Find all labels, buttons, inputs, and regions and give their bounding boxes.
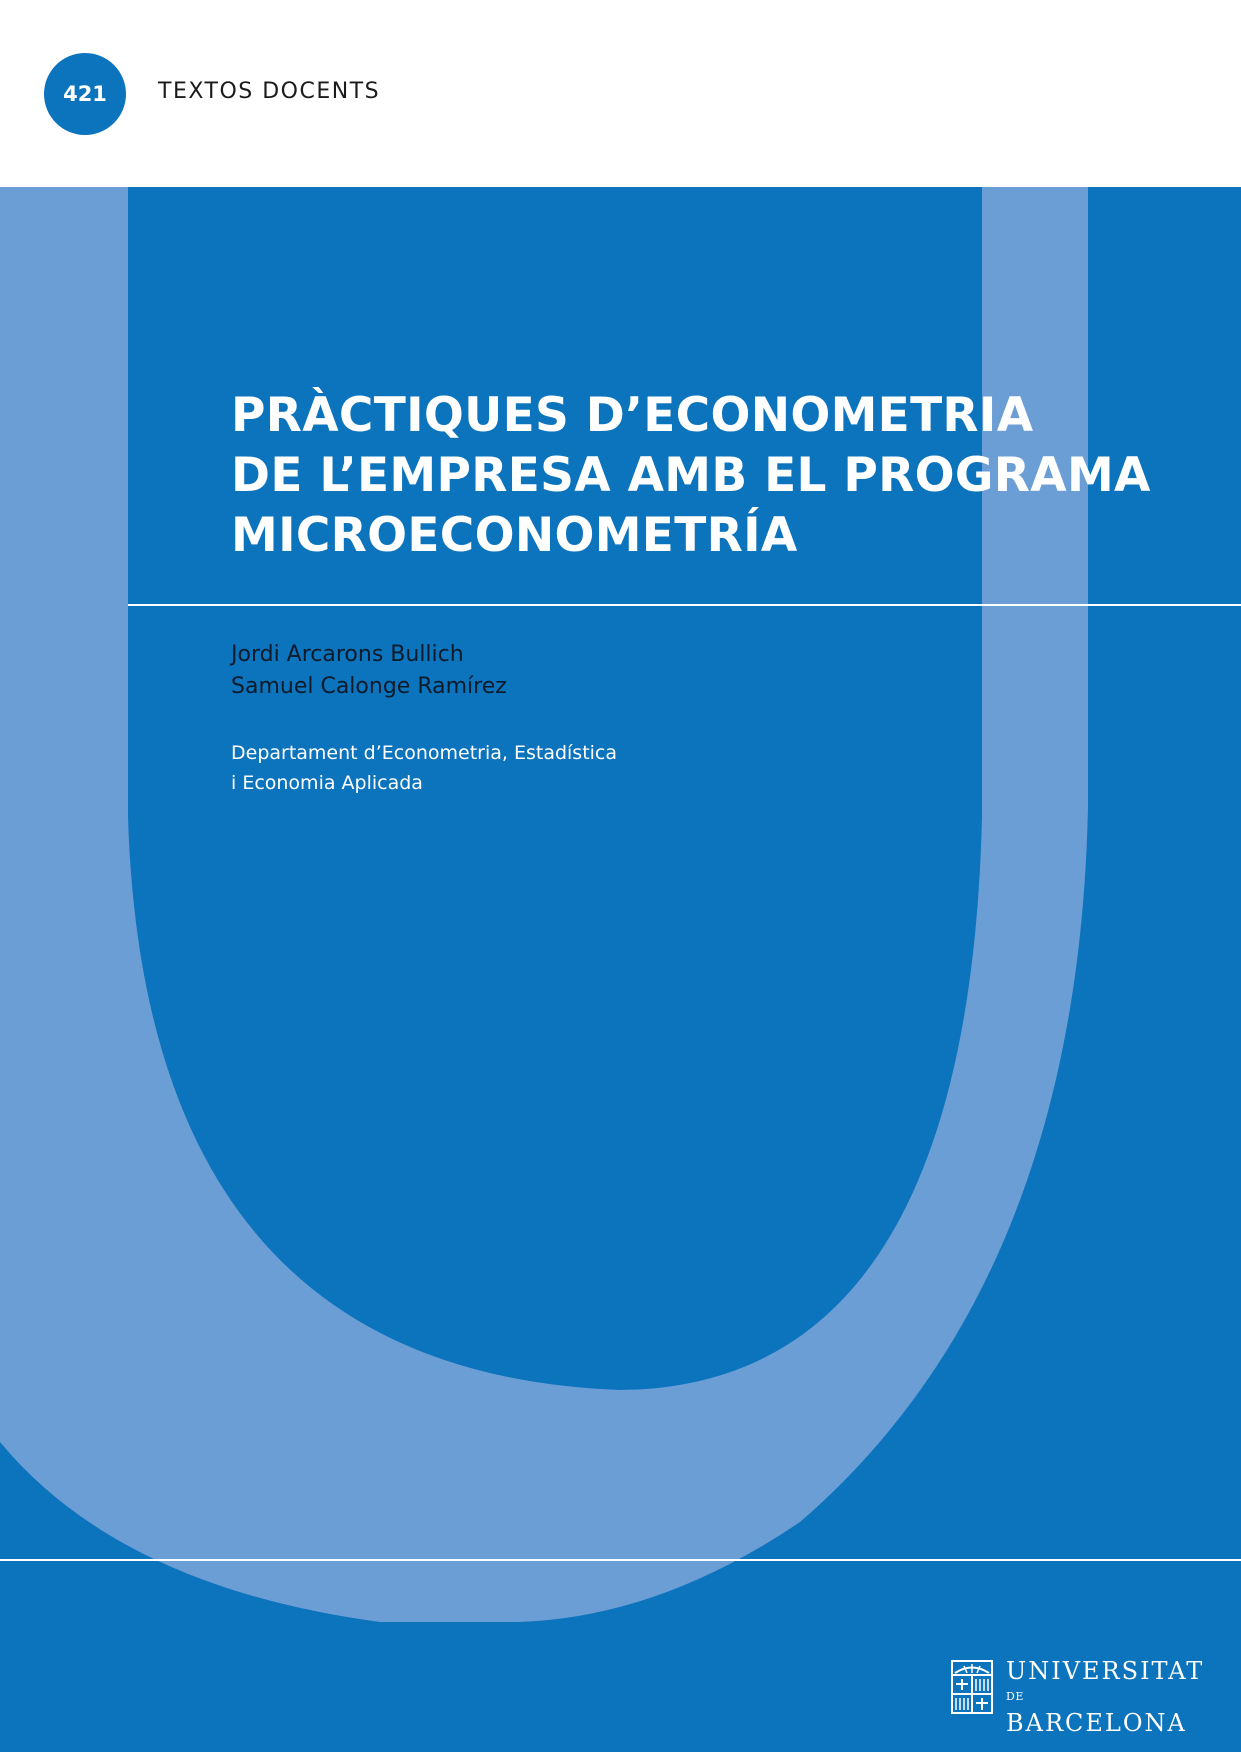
title-line-2: DE L’EMPRESA AMB EL PROGRAMA (231, 448, 1151, 503)
publisher-de: DE (1006, 1690, 1024, 1703)
authors (231, 639, 507, 703)
series-name: TEXTOS DOCENTS (158, 79, 381, 104)
title-line-3: MICROECONOMETRÍA (231, 508, 798, 563)
title-line-1: PRÀCTIQUES D’ECONOMETRIA (231, 388, 1034, 443)
publisher-logo (951, 1657, 1211, 1737)
department (231, 738, 617, 798)
department-line-1: Departament d’Econometria, Estadística (231, 742, 618, 764)
publisher-name (1006, 1658, 1204, 1736)
series-number-badge (44, 53, 126, 135)
author-1: Jordi Arcarons Bullich (231, 642, 464, 667)
top-band (0, 0, 1241, 187)
department-line-2: i Economia Aplicada (231, 772, 423, 794)
university-of-barcelona-crest-icon (951, 1660, 993, 1714)
publisher-line-1: UNIVERSITAT DE (1006, 1658, 1204, 1710)
publisher-line-2: BARCELONA (1006, 1709, 1187, 1737)
author-2: Samuel Calonge Ramírez (231, 674, 507, 699)
book-title (231, 386, 1211, 566)
series-number: 421 (63, 82, 107, 106)
